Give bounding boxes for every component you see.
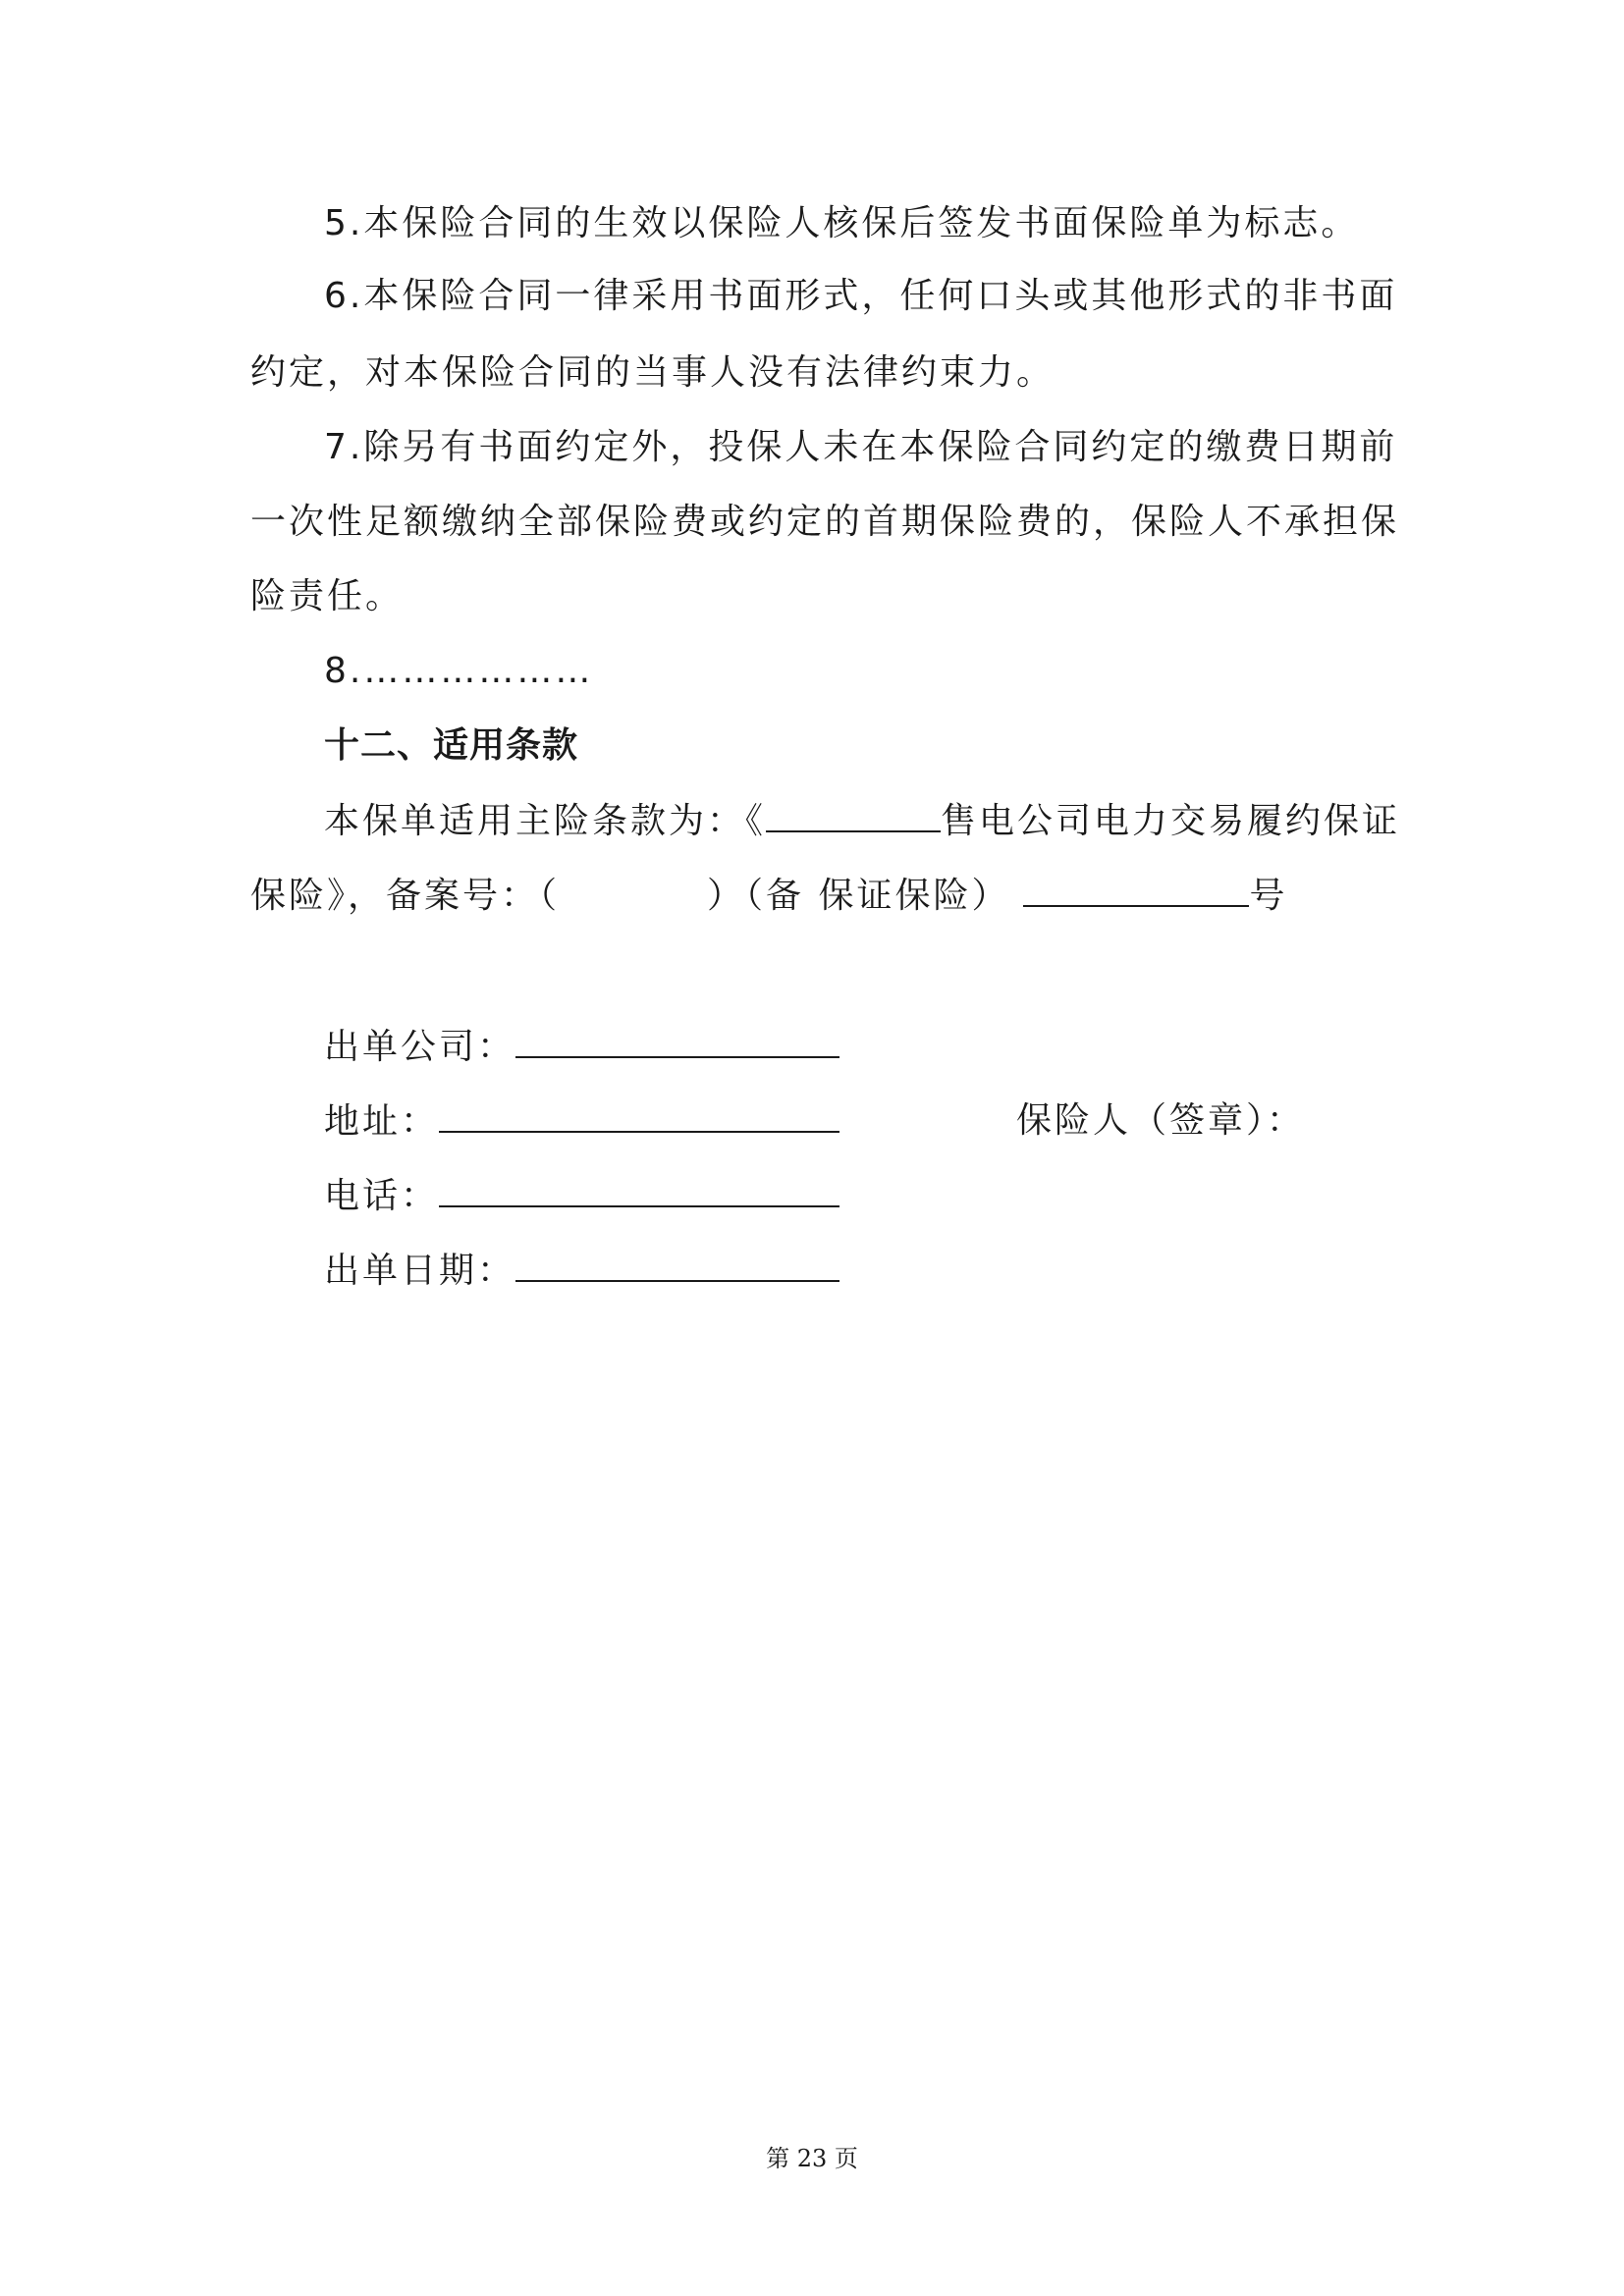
section-12-line-2 [250, 876, 1287, 916]
issue-date-label: 出单日期： [324, 1251, 516, 1291]
section-12-line-1 [324, 801, 1400, 841]
issuer-company-label: 出单公司： [324, 1027, 516, 1067]
issuer-company-row [324, 1027, 839, 1067]
filing-number-blank [1023, 876, 1249, 907]
phone-label: 电话： [324, 1176, 440, 1216]
clause-6-line-2: 约定，对本保险合同的当事人没有法律约束力。 [250, 352, 1056, 393]
issuer-company-blank [515, 1027, 839, 1058]
phone-row [324, 1176, 839, 1216]
clause-8: 8.……………… [324, 651, 594, 691]
phone-blank [439, 1176, 839, 1207]
section-12-heading: 十二、适用条款 [324, 725, 579, 766]
issue-date-blank [515, 1251, 839, 1282]
issue-date-row [324, 1251, 839, 1291]
clause-5: 5.本保险合同的生效以保险人核保后签发书面保险单为标志。 [324, 203, 1360, 243]
clause-7-line-3: 险责任。 [250, 576, 405, 616]
filing-number-prefix: 保险》，备案号：（ [250, 876, 561, 916]
clause-7-line-1: 7.除另有书面约定外，投保人未在本保险合同约定的缴费日期前 [324, 427, 1398, 467]
address-row [324, 1101, 839, 1142]
clause-6-line-1: 6.本保险合同一律采用书面形式，任何口头或其他形式的非书面 [324, 276, 1398, 316]
page-number: 第 23 页 [766, 2145, 858, 2172]
clause-reference-suffix: 售电公司电力交易履约保证 [941, 801, 1401, 841]
clause-7-line-2: 一次性足额缴纳全部保险费或约定的首期保险费的，保险人不承担保 [250, 502, 1400, 542]
address-label: 地址： [324, 1101, 440, 1142]
clause-reference-prefix: 本保单适用主险条款为：《 [324, 801, 767, 841]
insurer-name-blank [766, 801, 941, 832]
insurer-seal-label: 保险人（签章）： [1016, 1100, 1306, 1141]
filing-number-middle: ）（备 保证保险） [707, 876, 1010, 916]
address-blank [439, 1101, 839, 1133]
filing-number-suffix: 号 [1249, 876, 1288, 916]
